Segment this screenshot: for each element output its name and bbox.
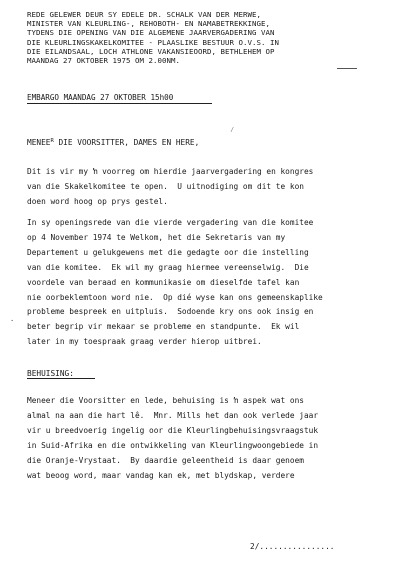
paragraph-3 <box>27 394 387 483</box>
salutation-superscript: R <box>50 138 54 144</box>
margin-dot-mark: · <box>10 317 15 325</box>
embargo-underline <box>27 103 212 104</box>
paragraph-line: van die Skakelkomitee te open. U uitnodiging om dit te kon <box>27 181 304 191</box>
header-line: REDE GELEWER DEUR SY EDELE DR. SCHALK VAN DER MERWE, <box>27 10 261 19</box>
page-continuation: 2/................ <box>250 542 335 551</box>
paragraph-line: Departement u gelukgewens met die gedagte oor die instelling <box>27 247 309 257</box>
salutation-prefix: MENEE <box>27 138 51 147</box>
paragraph-2 <box>27 216 387 350</box>
section-heading: BEHUISING: <box>27 369 74 378</box>
header-line: MINISTER VAN KLEURLING-, REHOBOTH- EN NAMABETREKKINGE, <box>27 19 270 29</box>
pen-dash-mark <box>337 68 357 69</box>
paragraph-1 <box>27 165 387 210</box>
pen-tick-mark: ⁄ <box>230 126 235 134</box>
header-line: TYDENS DIE OPENING VAN DIE ALGEMENE JAARVERGADERING VAN <box>27 28 275 38</box>
paragraph-line: Dit is vir my ŉ voorreg om hierdie jaarvergadering en kongres <box>27 167 314 176</box>
header-line: MAANDAG 27 OKTOBER 1975 OM 2.00NM. <box>27 56 180 66</box>
paragraph-line: probleme bespreek en uitpluis. Sodoende kry ons ook insig en <box>27 307 314 317</box>
paragraph-line: doen word hoog op prys gestel. <box>27 196 168 206</box>
paragraph-line: almal na aan die hart lê. Mnr. Mills het dan ook verlede jaar <box>27 410 319 420</box>
paragraph-line: die Oranje-Vrystaat. By daardie geleentheid is daar genoem <box>27 455 304 465</box>
paragraph-line: nie oorbeklemtoon word nie. Op dié wyse kan ons gemeenskaplike <box>27 292 323 302</box>
section-heading-underline <box>27 378 95 379</box>
paragraph-line: beter begrip vir mekaar se probleme en standpunte. Ek wil <box>27 322 300 332</box>
paragraph-line: Meneer die Voorsitter en lede, behuising is ŉ aspek wat ons <box>27 396 304 405</box>
salutation-rest: DIE VOORSITTER, DAMES EN HERE, <box>53 138 200 147</box>
paragraph-line: voordele van beraad en kommunikasie om dieselfde tafel kan <box>27 277 300 287</box>
header-line: DIE KLEURLINGSKAKELKOMITEE - PLAASLIKE BESTUUR O.V.S. IN <box>27 37 279 47</box>
paragraph-line: op 4 November 1974 te Welkom, het die Sekretaris van my <box>27 232 286 242</box>
embargo-notice: EMBARGO MAANDAG 27 OKTOBER 15h00 <box>27 93 174 102</box>
paragraph-line: vir u breedvoerig ingelig oor die Kleurlingbehuisingsvraagstuk <box>27 425 319 435</box>
paragraph-line: later in my toespraak graag verder hierop uitbrei. <box>27 337 262 347</box>
paragraph-line: wat beoog word, maar vandag kan ek, met blydskap, verdere <box>27 470 295 480</box>
speech-header <box>27 10 387 65</box>
header-line: DIE EILANDSAAL, LOCH ATHLONE VAKANSIEOORD, BETHLEHEM OP <box>27 46 275 56</box>
salutation <box>27 138 199 147</box>
paragraph-line: in Suid-Afrika en die ontwikkeling van Kleurlingwoongebiede in <box>27 440 319 450</box>
paragraph-line: van die komitee. Ek wil my graag hiermee vereenselwig. Die <box>27 262 309 272</box>
paragraph-line: In sy openingsrede van die vierde vergadering van die komitee <box>27 218 314 227</box>
